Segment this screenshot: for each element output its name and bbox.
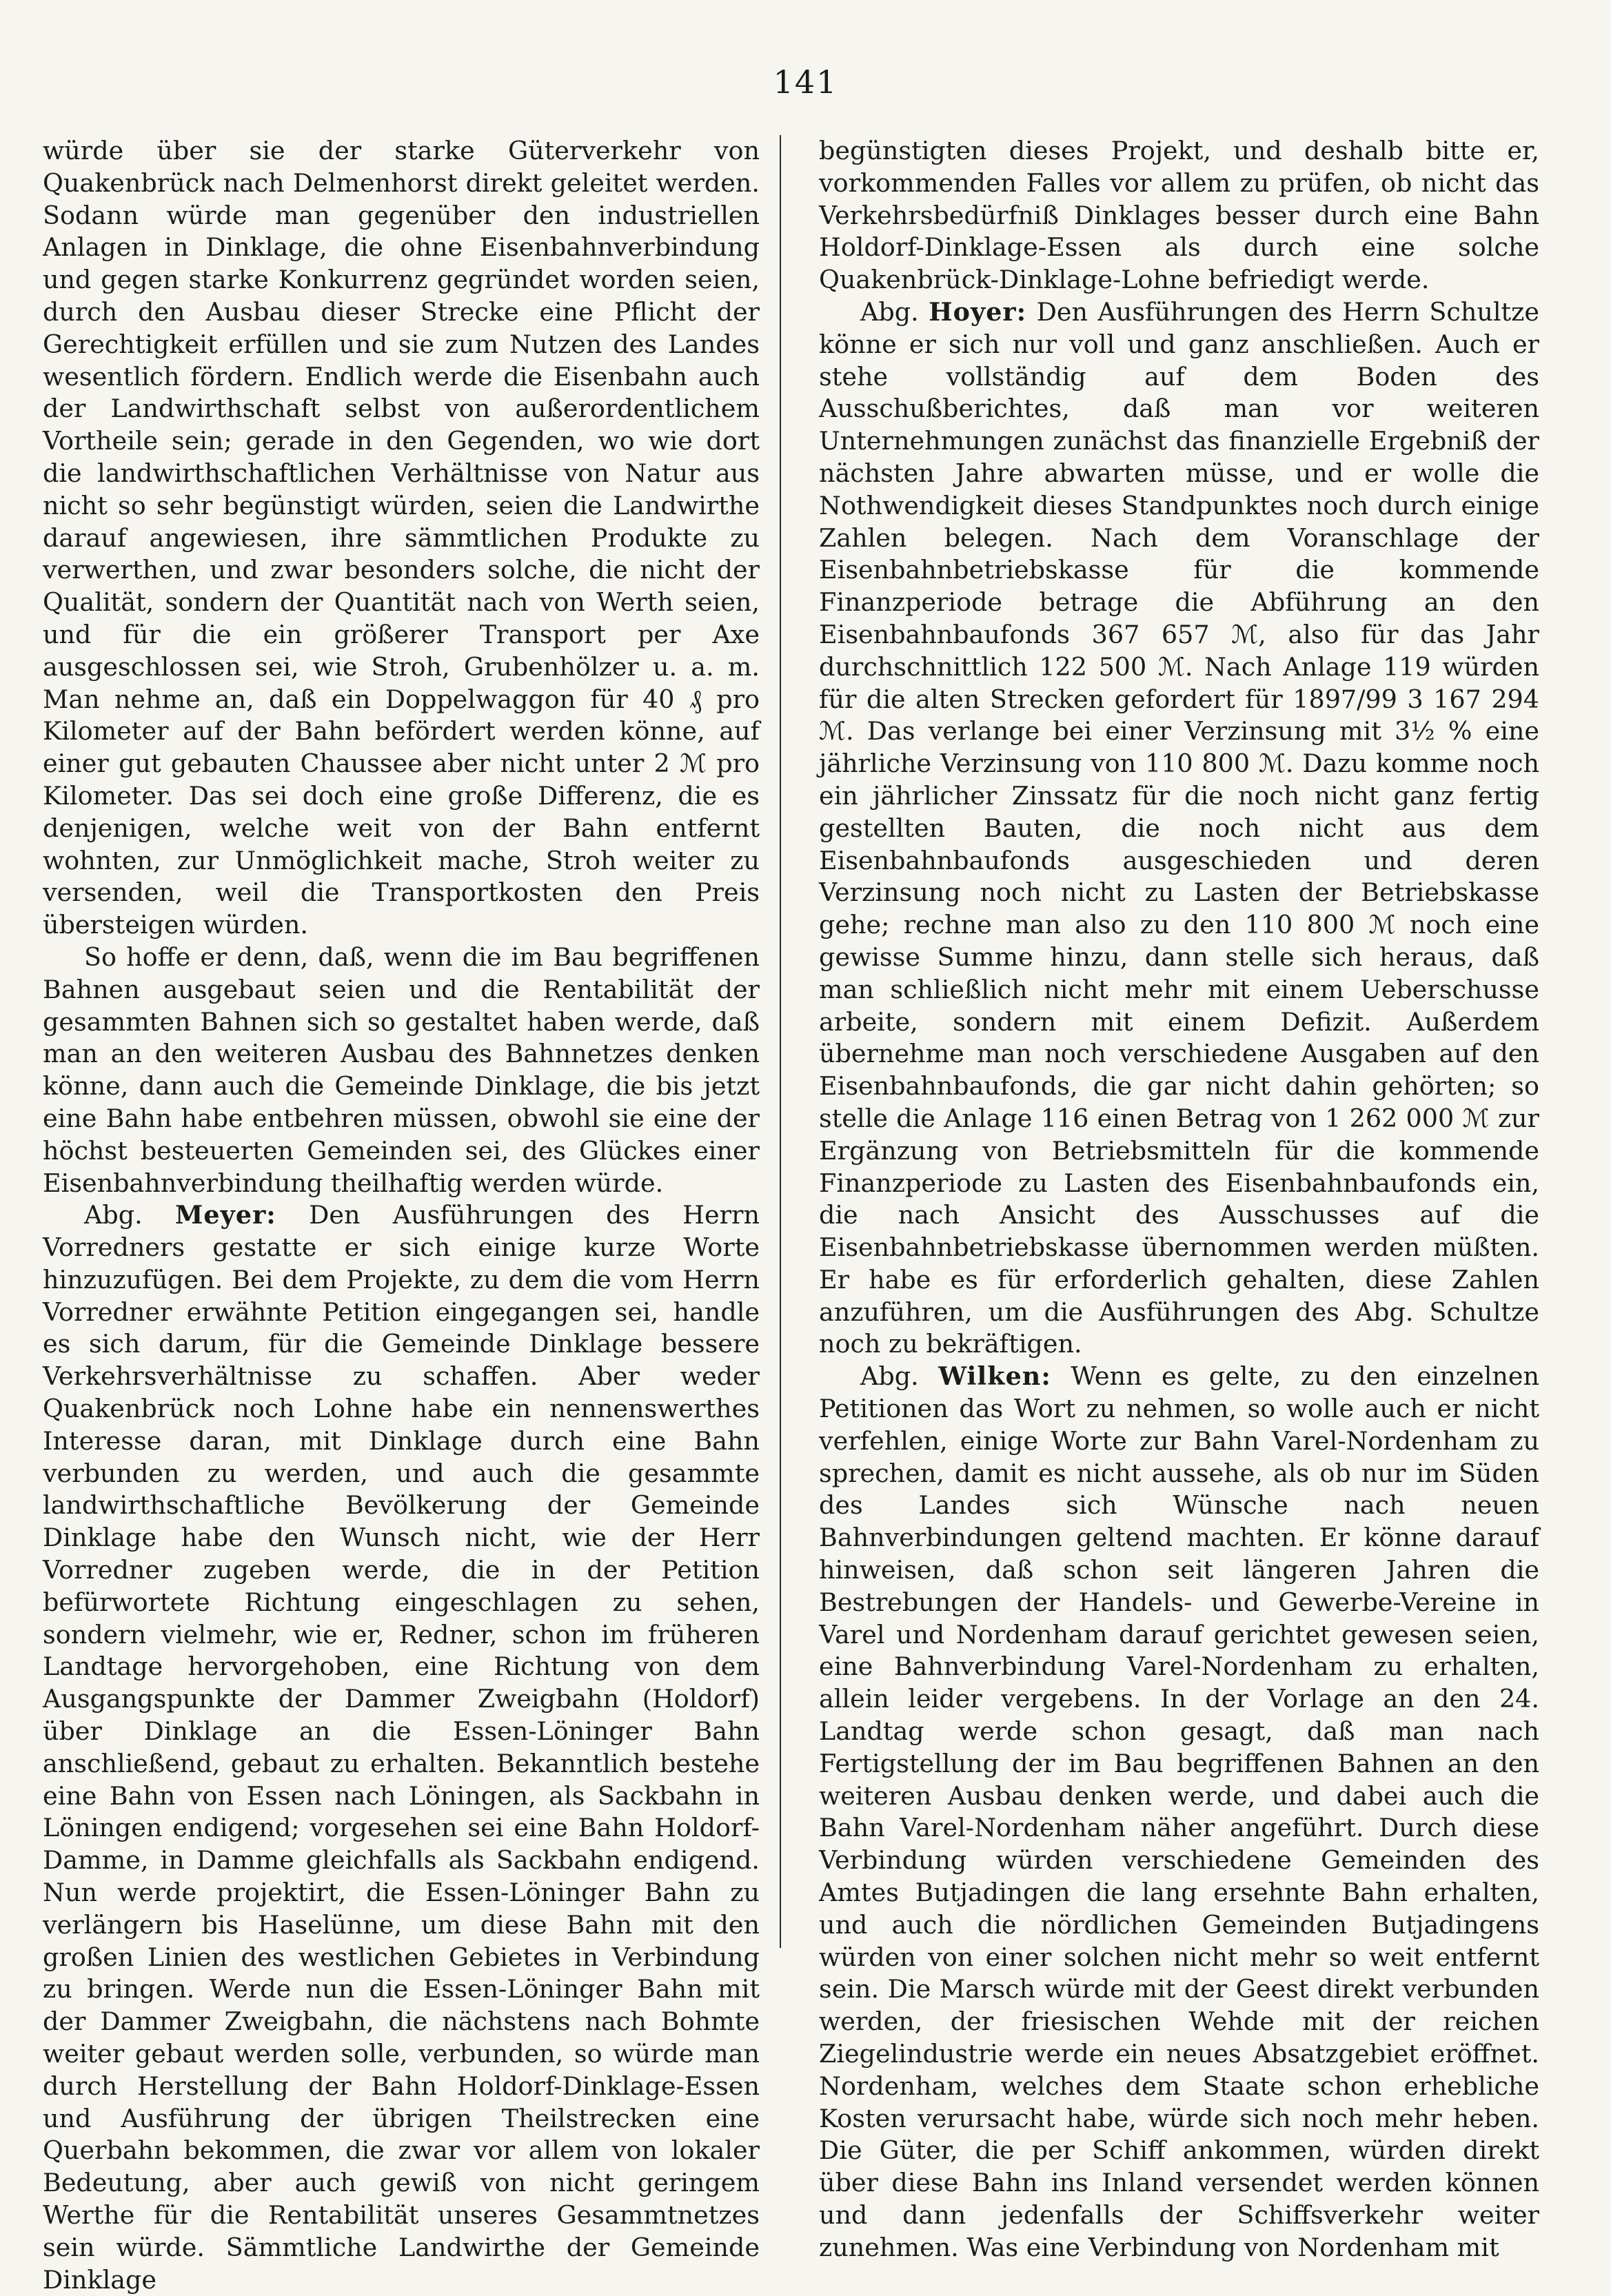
paragraph: So hoffe er denn, daß, wenn die im Bau begriffenen Bahnen ausgebaut seien und die Rentabilität der gesammten Bahnen sich so gestaltet haben werde, daß man an den weiteren Ausbau des Bahnnetzes denken könne, dann auch die Gemeinde Dinklage, die bis jetzt eine Bahn habe entbehren müssen, obwohl sie eine der höchst besteuerten Gemeinden sei, des Glückes einer Eisenbahnverbindung theilhaftig werden würde. — [43, 942, 760, 1198]
column-divider — [780, 135, 781, 1948]
speaker-name: Hoyer: — [929, 296, 1027, 327]
paragraph: begünstigten dieses Projekt, und deshalb bitte er, vorkommenden Falles vor allem zu prüfen, ob nicht das Verkehrsbedürfniß Dinklages besser durch eine Bahn Holdorf-Dinklage-Essen als durch eine solche Quakenbrück-Dinklage-Lohne befriedigt werde. — [819, 136, 1539, 295]
speech-paragraph: Abg. Wilken: Wenn es gelte, zu den einzelnen Petitionen das Wort zu nehmen, so wolle auch er nicht verfehlen, einige Worte zur Bahn Varel-Nordenham zu sprechen, damit es nicht aussehe, als ob nur im Süden des Landes sich Wünsche nach neuen Bahnverbindungen geltend machten. Er könne darauf hinweisen, daß schon seit längeren Jahren die Bestrebungen der Handels- und Gewerbe-Vereine in Varel und Nordenham darauf gerichtet gewesen seien, eine Bahnverbindung Varel-Nordenham zu erhalten, allein leider vergebens. In der Vorlage an den 24. Landtag werde schon gesagt, daß man nach Fertigstellung der im Bau begriffenen Bahnen an den weiteren Ausbau denken werde, und dabei auch die Bahn Varel-Nordenham näher angeführt. Durch diese Verbindung würden verschiedene Gemeinden des Amtes Butjadingen die lang ersehnte Bahn erhalten, und auch die nördlichen Gemeinden Butjadingens würden von einer solchen nicht mehr so weit entfernt sein. Die Marsch würde mit der Geest direkt verbunden werden, der friesischen Wehde mit der reichen Ziegelindustrie werde ein neues Absatzgebiet eröffnet. Nordenham, welches dem Staate schon erhebliche Kosten verursacht habe, würde sich noch mehr heben. Die Güter, die per Schiff ankommen, würden direkt über diese Bahn ins Inland versendet werden können und dann jedenfalls der Schiffsverkehr weiter zunehmen. Was eine Verbindung von Nordenham mit — [819, 1361, 1539, 2262]
speech-paragraph: Abg. Hoyer: Den Ausführungen des Herrn Schultze könne er sich nur voll und ganz anschließen. Auch er stehe vollständig auf dem Boden des Ausschußberichtes, daß man vor weiteren Unternehmungen zunächst das finanzielle Ergebniß der nächsten Jahre abwarten müsse, und er wolle die Nothwendigkeit dieses Standpunktes noch durch einige Zahlen belegen. Nach dem Voranschlage der Eisenbahnbetriebskasse für die kommende Finanzperiode betrage die Abführung an den Eisenbahnbaufonds 367 657 ℳ, also für das Jahr durchschnittlich 122 500 ℳ. Nach Anlage 119 würden für die alten Strecken gefordert für 1897/99 3 167 294 ℳ. Das verlange bei einer Verzinsung mit 3½ % eine jährliche Verzinsung von 110 800 ℳ. Dazu komme noch ein jährlicher Zinssatz für die noch nicht ganz fertig gestellten Bauten, die noch nicht aus dem Eisenbahnbaufonds ausgeschieden und deren Verzinsung noch nicht zu Lasten der Betriebskasse gehe; rechne man also zu den 110 800 ℳ noch eine gewisse Summe hinzu, dann stelle sich heraus, daß man schließlich nicht mehr mit einem Ueberschusse arbeite, sondern mit einem Defizit. Außerdem übernehme man noch verschiedene Ausgaben auf den Eisenbahnbaufonds, die gar nicht dahin gehörten; so stelle die Anlage 116 einen Betrag von 1 262 000 ℳ zur Ergänzung von Betriebsmitteln für die kommende Finanzperiode zu Lasten des Eisenbahnbaufonds ein, die nach Ansicht des Ausschusses auf die Eisenbahnbetriebskasse übernommen werden müßten. Er habe es für erforderlich gehalten, diese Zahlen anzuführen, um die Ausführungen des Abg. Schultze noch zu bekräftigen. — [819, 296, 1540, 1359]
right-column — [819, 135, 1540, 2262]
page-number: 141 — [773, 63, 838, 101]
left-column — [43, 135, 760, 2295]
paragraph: würde über sie der starke Güterverkehr von Quakenbrück nach Delmenhorst direkt geleitet werden. Sodann würde man gegenüber den industriellen Anlagen in Dinklage, die ohne Eisenbahnverbindung und gegen starke Konkurrenz gegründet worden seien, durch den Ausbau dieser Strecke eine Pflicht der Gerechtigkeit erfüllen und sie zum Nutzen des Landes wesentlich fördern. Endlich werde die Eisenbahn auch der Landwirthschaft selbst von außerordentlichem Vortheile sein; gerade in den Gegenden, wo wie dort die landwirthschaftlichen Verhältnisse von Natur aus nicht so sehr begünstigt würden, seien die Landwirthe darauf angewiesen, ihre sämmtlichen Produkte zu verwerthen, und zwar besonders solche, die nicht der Qualität, sondern der Quantität nach von Werth seien, und für die ein größerer Transport per Axe ausgeschlossen sei, wie Stroh, Grubenhölzer u. a. m. Man nehme an, daß ein Doppelwaggon für 40 ₰ pro Kilometer auf der Bahn befördert werden könne, auf einer gut gebauten Chaussee aber nicht unter 2 ℳ pro Kilometer. Das sei doch eine große Differenz, die es denjenigen, welche weit von der Bahn entfernt wohnten, zur Unmöglichkeit mache, Stroh weiter zu versenden, weil die Transportkosten den Preis übersteigen würden. — [43, 136, 760, 940]
speech-paragraph: Abg. Meyer: Den Ausführungen des Herrn Vorredners gestatte er sich einige kurze Worte hinzuzufügen. Bei dem Projekte, zu dem die vom Herrn Vorredner erwähnte Petition eingegangen sei, handle es sich darum, für die Gemeinde Dinklage bessere Verkehrsverhältnisse zu schaffen. Aber weder Quakenbrück noch Lohne habe ein nennenswerthes Interesse daran, mit Dinklage durch eine Bahn verbunden zu werden, und auch die gesammte landwirthschaftliche Bevölkerung der Gemeinde Dinklage habe den Wunsch nicht, wie der Herr Vorredner zugeben werde, die in der Petition befürwortete Richtung eingeschlagen zu sehen, sondern vielmehr, wie er, Redner, schon im früheren Landtage hervorgehoben, eine Richtung von dem Ausgangspunkte der Dammer Zweigbahn (Holdorf) über Dinklage an die Essen-Löninger Bahn anschließend, gebaut zu erhalten. Bekanntlich bestehe eine Bahn von Essen nach Löningen, als Sackbahn in Löningen endigend; vorgesehen sei eine Bahn Holdorf-Damme, in Damme gleichfalls als Sackbahn endigend. Nun werde projektirt, die Essen-Löninger Bahn zu verlängern bis Haselünne, um diese Bahn mit den großen Linien des westlichen Gebietes in Verbindung zu bringen. Werde nun die Essen-Löninger Bahn mit der Dammer Zweigbahn, die nächstens nach Bohmte weiter gebaut werden solle, verbunden, so würde man durch Herstellung der Bahn Holdorf-Dinklage-Essen und Ausführung der übrigen Theilstrecken eine Querbahn bekommen, die zwar vor allem von lokaler Bedeutung, aber auch gewiß von nicht geringem Werthe für die Rentabilität unseres Gesammtnetzes sein würde. Sämmtliche Landwirthe der Gemeinde Dinklage — [43, 1200, 760, 2295]
speaker-name: Meyer: — [175, 1200, 276, 1230]
speaker-name: Wilken: — [938, 1361, 1051, 1392]
